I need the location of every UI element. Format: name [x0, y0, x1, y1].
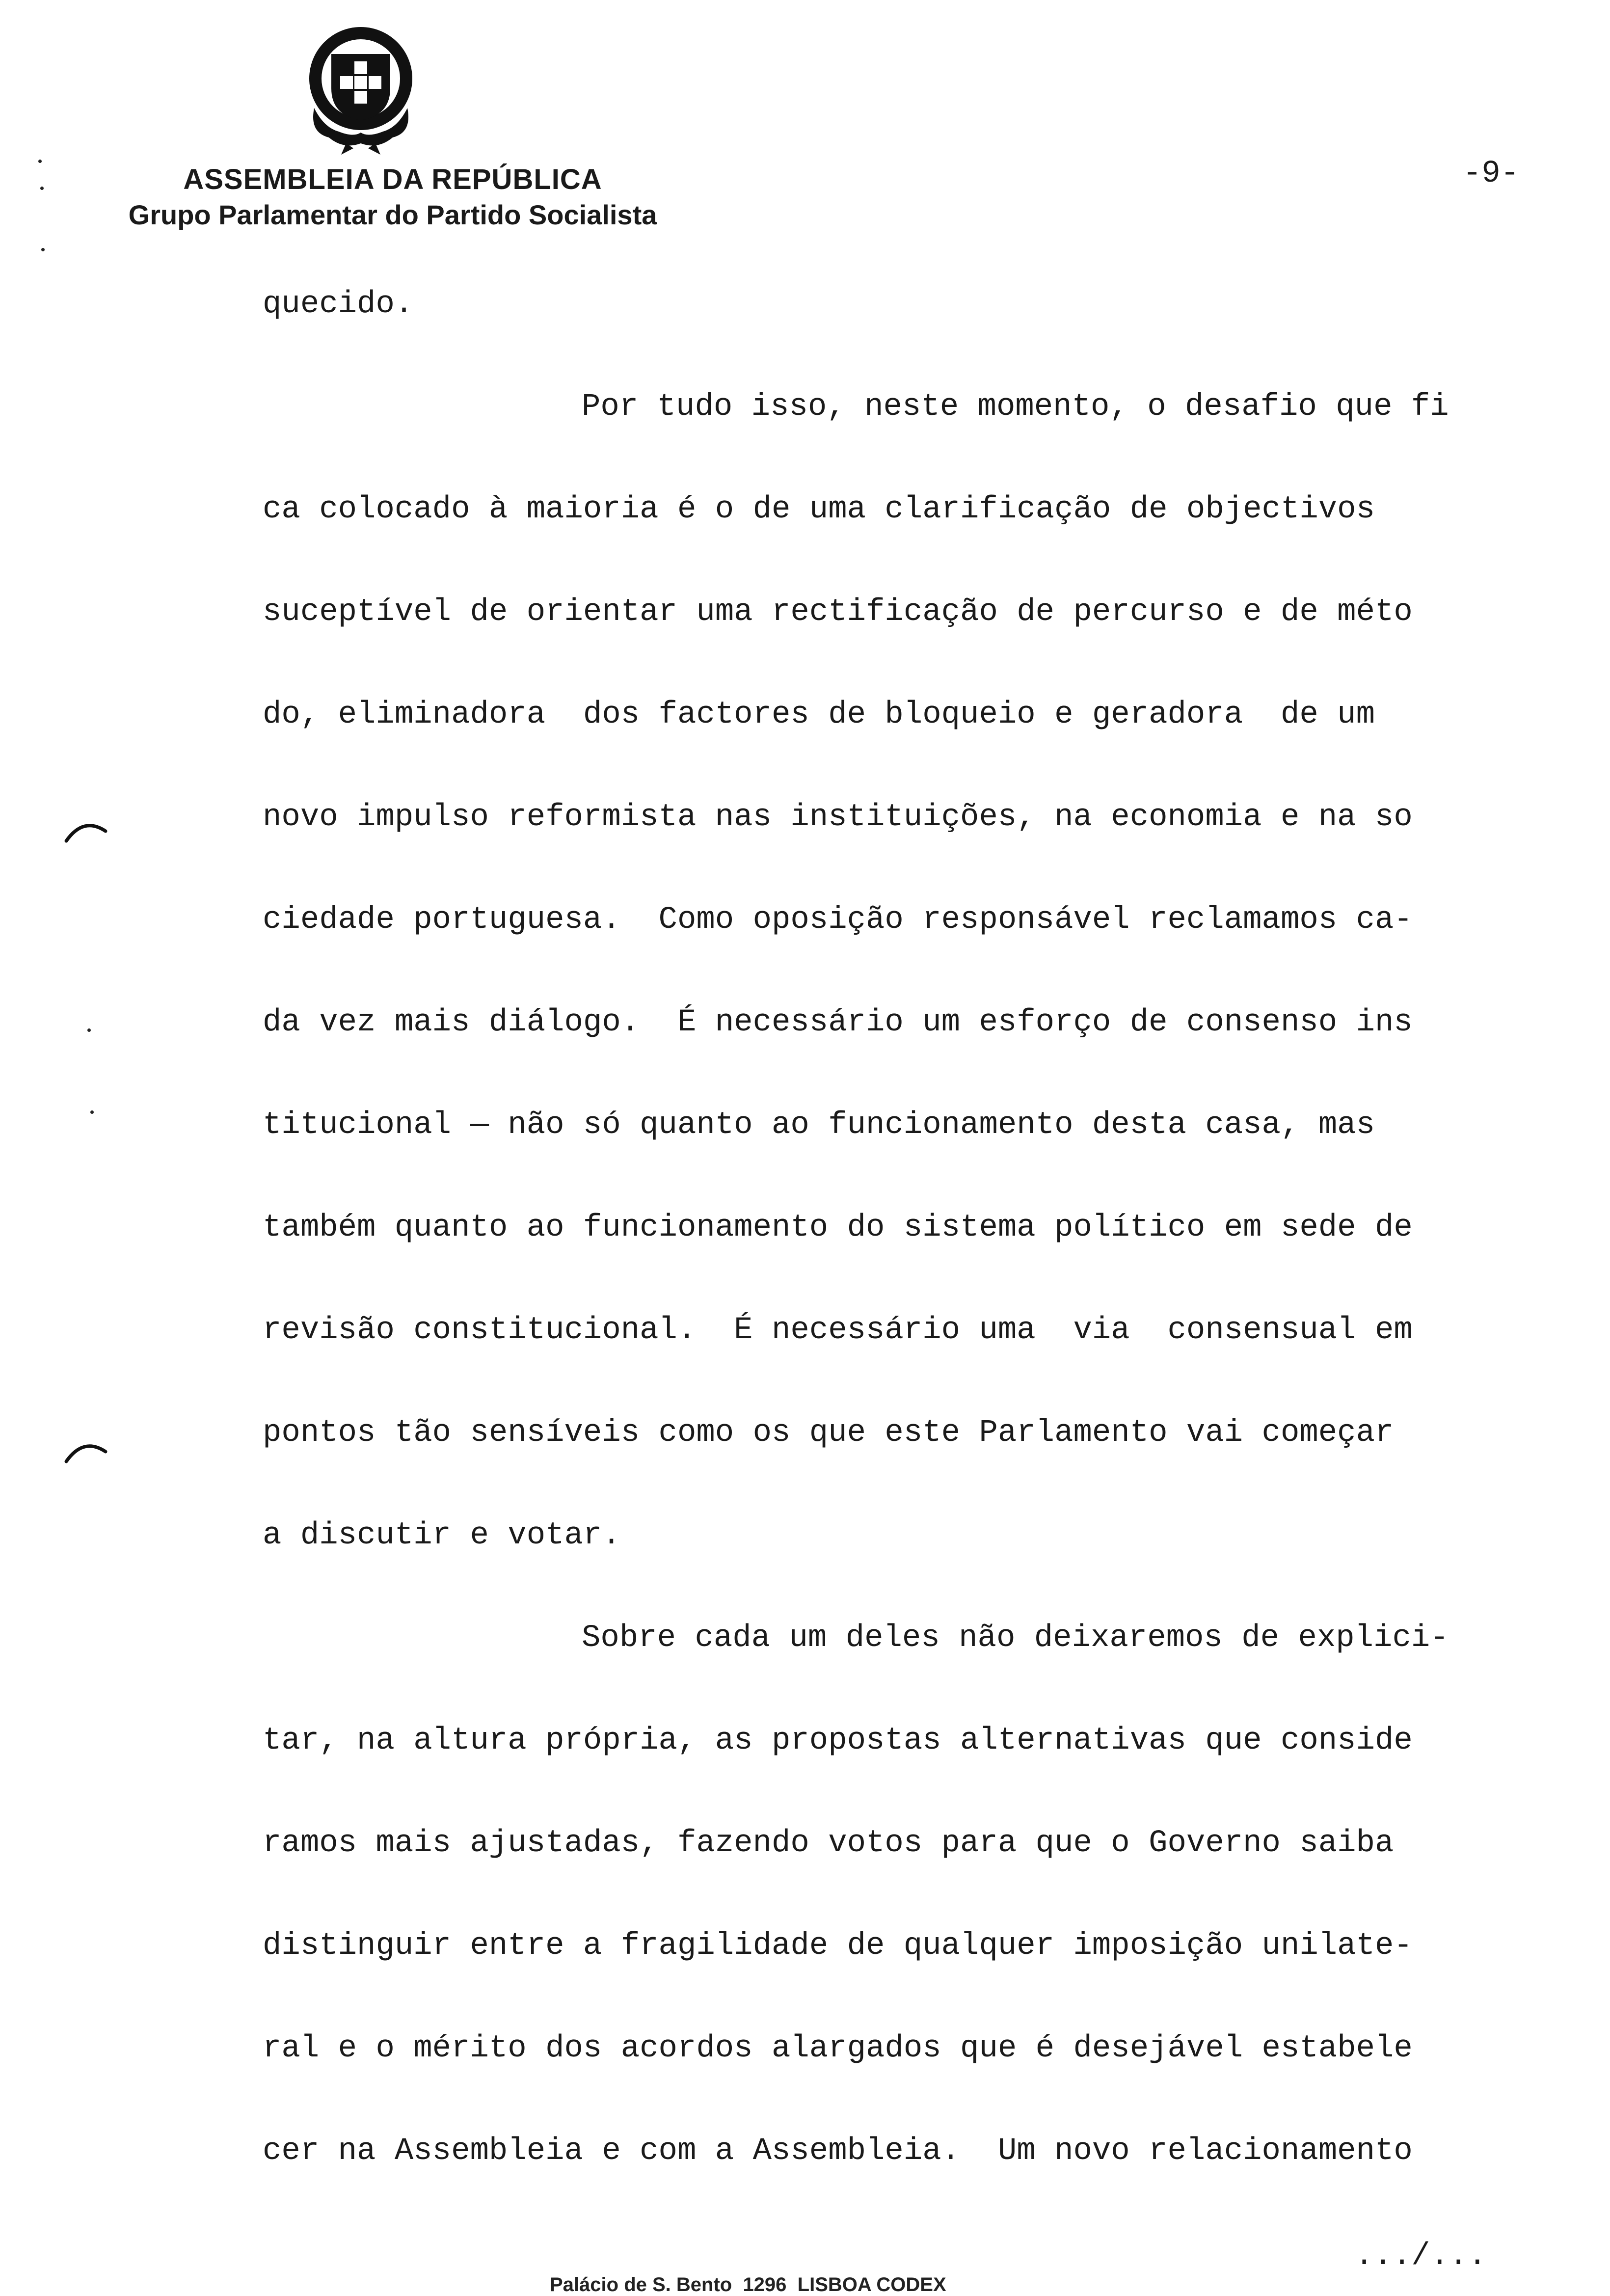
continuation-marker: .../... [1355, 2239, 1487, 2274]
parliamentary-group-name: Grupo Parlamentar do Partido Socialista [128, 199, 657, 230]
text-line: cer na Assembleia e com a Assembleia. Um novo relacionamento [263, 2134, 1413, 2169]
text-line: ca colocado à maioria é o de uma clarificação de objectivos [263, 492, 1375, 527]
text-line: quecido. [263, 287, 414, 322]
margin-dot [40, 187, 44, 190]
text-line: tar, na altura própria, as propostas alternativas que conside [263, 1723, 1413, 1758]
body-text [263, 280, 1519, 2229]
text-line: suceptível de orientar uma rectificação de percurso e de méto [263, 594, 1413, 630]
punch-hole-mark [64, 819, 108, 843]
margin-dot [38, 160, 42, 163]
letterhead [74, 162, 712, 233]
page-number: -9- [1463, 156, 1520, 191]
text-line: revisão constitucional. É necessário uma via consensual em [263, 1313, 1413, 1348]
text-line: distinguir entre a fragilidade de qualquer imposição unilate- [263, 1928, 1413, 1964]
text-line: Por tudo isso, neste momento, o desafio que fi [582, 389, 1449, 425]
margin-dot [41, 248, 45, 251]
text-line: ciedade portuguesa. Como oposição responsável reclamamos ca- [263, 902, 1413, 938]
text-line: titucional — não só quanto ao funcionamento desta casa, mas [263, 1107, 1375, 1143]
text-line: do, eliminadora dos factores de bloqueio e geradora de um [263, 697, 1375, 732]
text-line: novo impulso reformista nas instituições, na economia e na so [263, 800, 1413, 835]
text-line: pontos tão sensíveis como os que este Parlamento vai começar [263, 1415, 1394, 1451]
text-line: Sobre cada um deles não deixaremos de explici- [582, 1621, 1449, 1656]
text-line: a discutir e votar. [263, 1518, 621, 1553]
punch-hole-mark [64, 1439, 108, 1464]
text-line: da vez mais diálogo. É necessário um esforço de consenso ins [263, 1005, 1413, 1040]
margin-dot [90, 1110, 94, 1114]
text-line: ramos mais ajustadas, fazendo votos para que o Governo saiba [263, 1826, 1394, 1861]
footer-address: Palácio de S. Bento 1296 LISBOA CODEX [550, 2274, 946, 2296]
margin-dot [87, 1028, 91, 1032]
text-line: também quanto ao funcionamento do sistema político em sede de [263, 1210, 1413, 1245]
parliament-emblem-icon [299, 15, 422, 157]
organization-name: ASSEMBLEIA DA REPÚBLICA [183, 163, 602, 195]
text-line: ral e o mérito dos acordos alargados que é desejável estabele [263, 2031, 1413, 2066]
